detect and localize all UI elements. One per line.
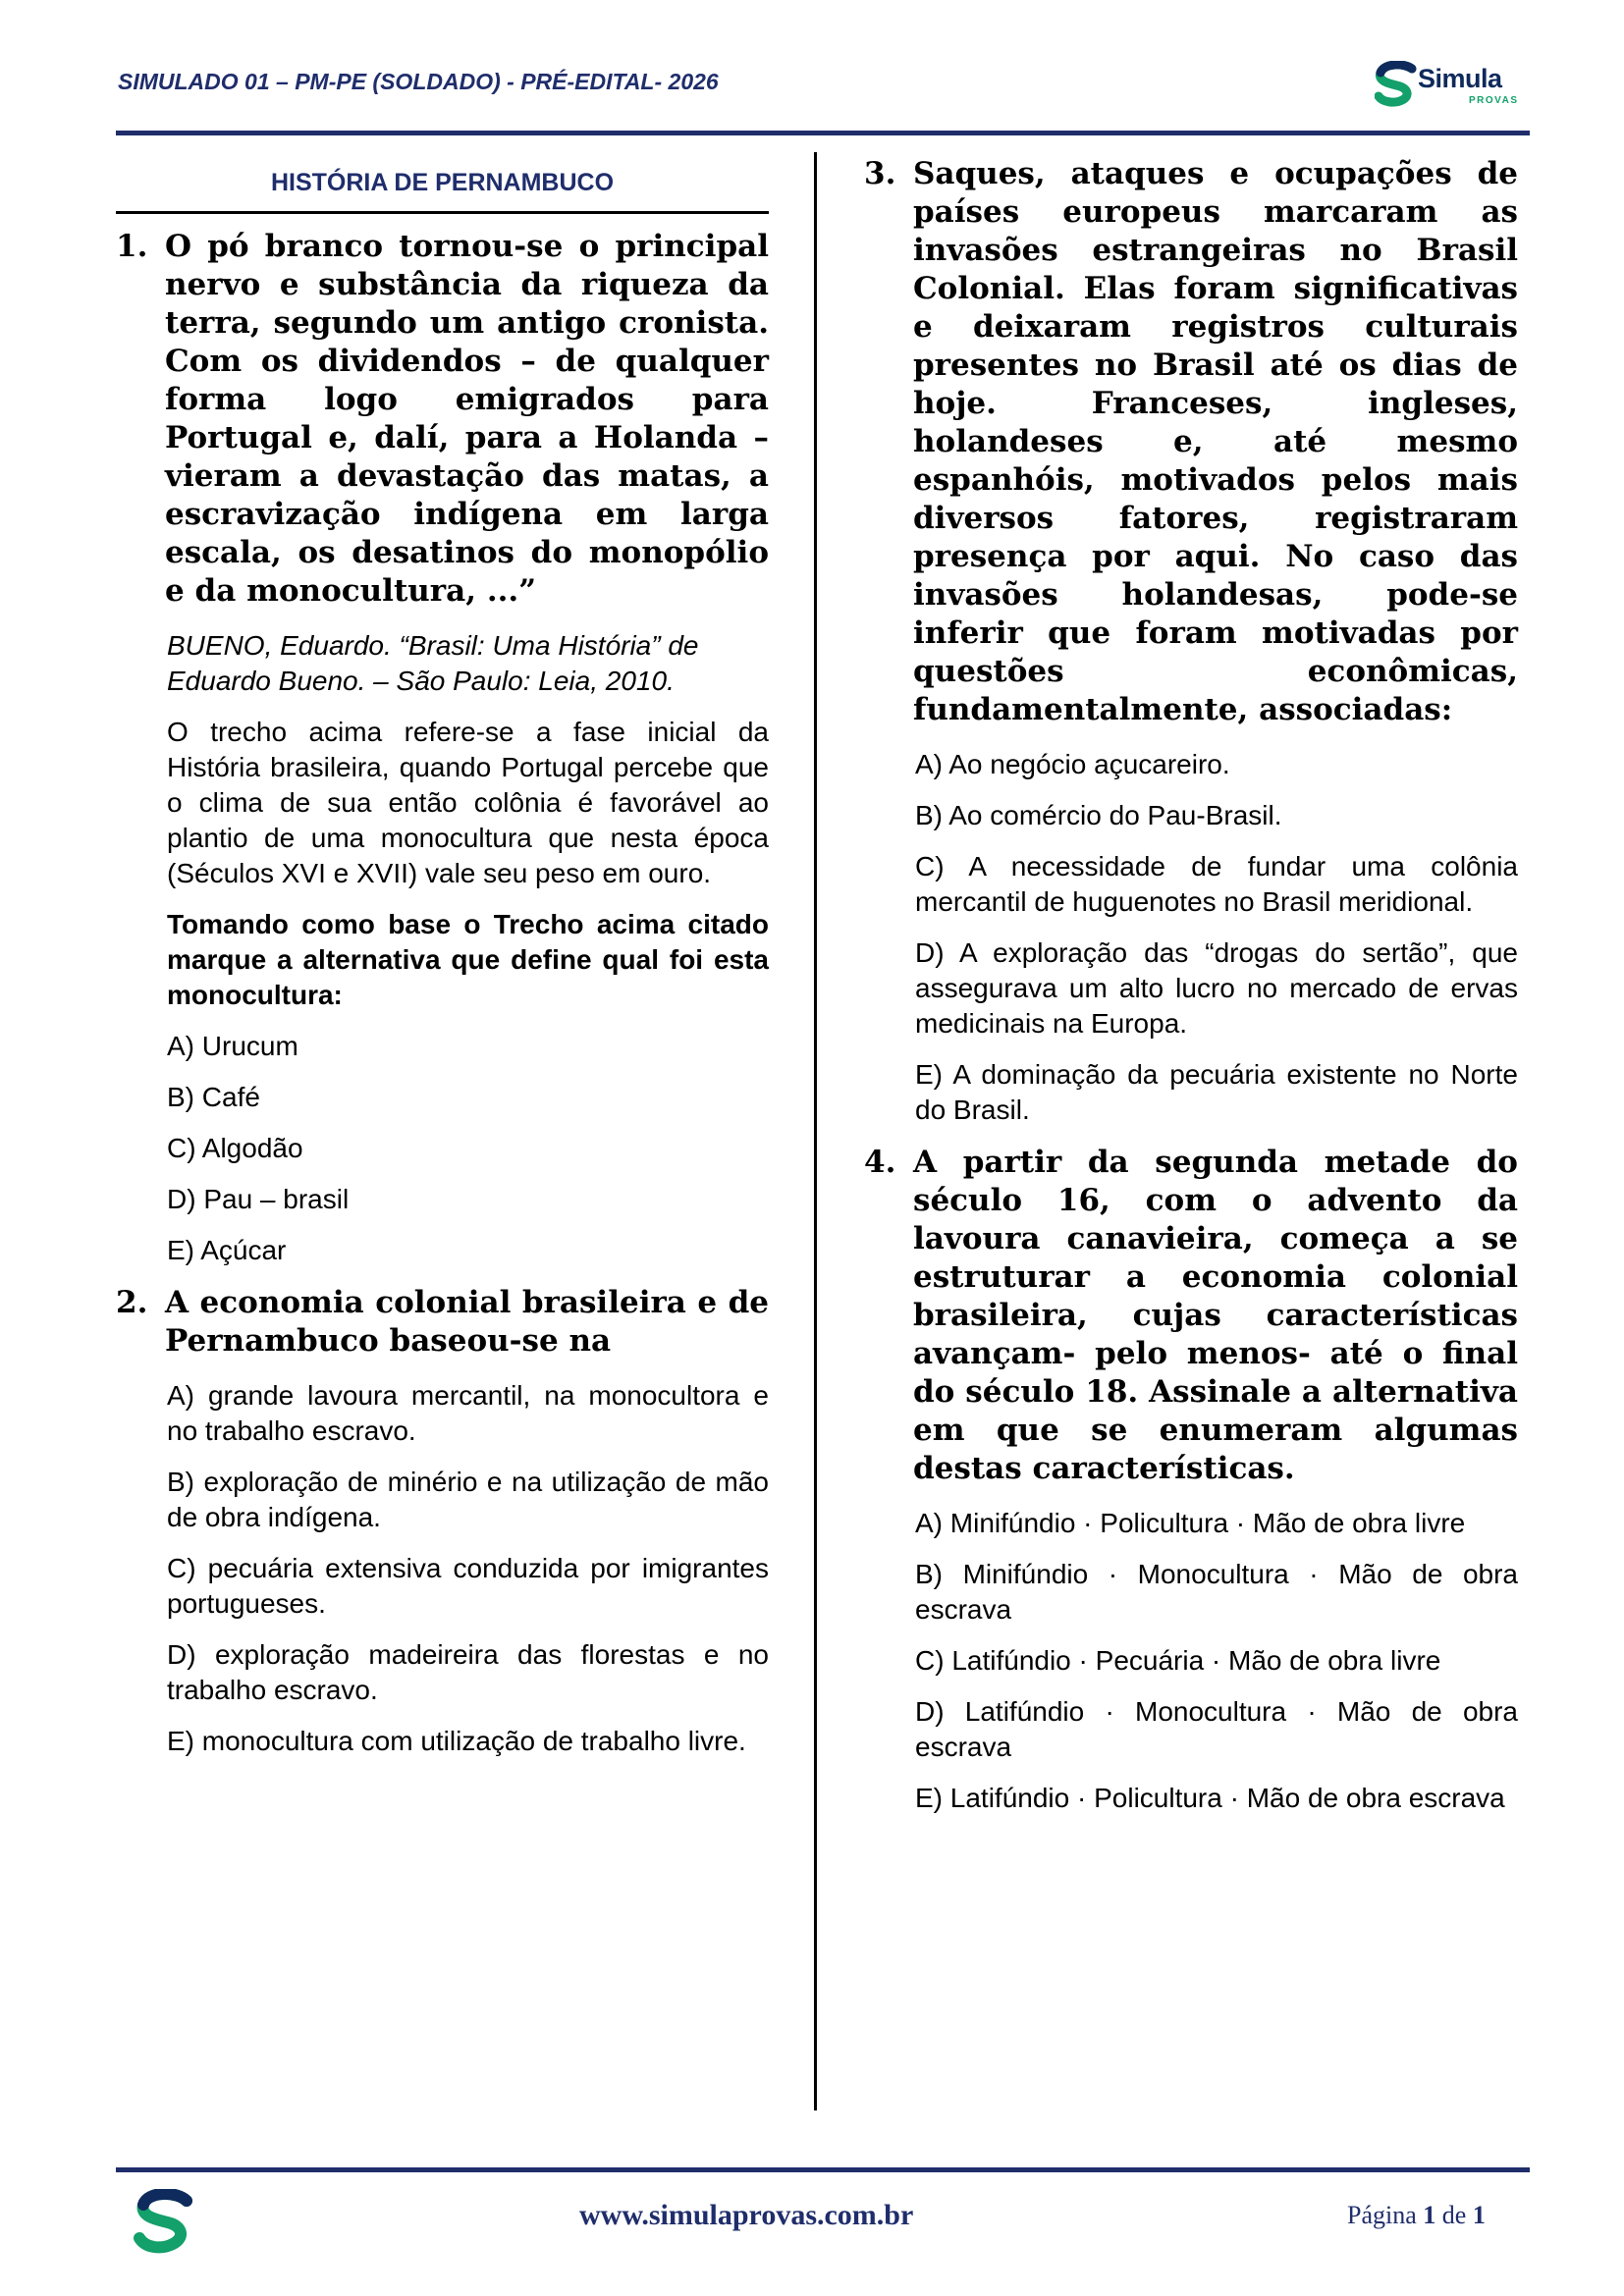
citation: BUENO, Eduardo. “Brasil: Uma História” de Eduardo Bueno. – São Paulo: Leia, 2010. (167, 630, 699, 696)
question-text: A partir da segunda metade do século 16, com o advento da lavoura canavieira, começa a se estruturar a economia colonial brasileira, cujas características avançam- pelo menos- até o final do século 18. Assinale a alternativa em que se enumeram algumas destas características. (913, 1145, 1518, 1486)
option-d[interactable]: D) Latifúndio · Monocultura · Mão de obra escrava (915, 1696, 1518, 1762)
column-divider (814, 152, 817, 2110)
option-e[interactable]: E) Latifúndio · Policultura · Mão de obra escrava (915, 1783, 1505, 1813)
page-total: 1 (1472, 2201, 1486, 2229)
question-text: Saques, ataques e ocupações de países europeus marcaram as invasões estrangeiras no Brasil Colonial. Elas foram significativas e deixaram registros culturais presentes no Brasil até os dias de hoje. Franceses, ingleses, holandeses e, até mesmo espanhóis, motivados pelos mais diversos fatores, registraram presença por aqui. No caso das invasões holandesas, pode-se inferir que foram motivadas por questões econômicas, fundamentalmente, associadas: (913, 156, 1518, 727)
right-column (864, 155, 1518, 1832)
option-e[interactable]: E) A dominação da pecuária existente no Norte do Brasil. (915, 1059, 1518, 1125)
option-d[interactable]: D) A exploração das “drogas do sertão”, que assegurava um alto lucro no mercado de ervas medicinais na Europa. (915, 937, 1518, 1039)
section-title: HISTÓRIA DE PERNAMBUCO (116, 169, 769, 214)
option-c[interactable]: C) Latifúndio · Pecuária · Mão de obra livre (915, 1645, 1441, 1676)
option-c[interactable]: C) pecuária extensiva conduzida por imigrantes portugueses. (167, 1553, 769, 1619)
website-link[interactable]: www.simulaprovas.com.br (579, 2199, 914, 2231)
option-d[interactable]: D) Pau – brasil (167, 1184, 350, 1214)
page-indicator (1347, 2201, 1486, 2230)
simula-s-icon (134, 2189, 196, 2258)
question-text: A economia colonial brasileira e de Pernambuco baseou-se na (165, 1285, 769, 1359)
footer-divider (116, 2167, 1530, 2172)
simula-s-icon (1375, 61, 1418, 110)
footer-logo (134, 2189, 196, 2258)
page-label: Página (1347, 2201, 1417, 2229)
question-prompt: Tomando como base o Trecho acima citado marque a alternativa que define qual foi esta monocultura: (167, 909, 769, 1010)
document-header-title: SIMULADO 01 – PM-PE (SOLDADO) - PRÉ-EDITAL- 2026 (118, 69, 719, 94)
option-b[interactable]: B) Ao comércio do Pau-Brasil. (915, 800, 1282, 830)
option-b[interactable]: B) Minifúndio · Monocultura · Mão de obra escrava (915, 1559, 1518, 1625)
header-divider (116, 131, 1530, 135)
option-a[interactable]: A) Minifúndio · Policultura · Mão de obra livre (915, 1508, 1466, 1538)
simula-provas-logo (1375, 61, 1532, 110)
option-a[interactable]: A) Urucum (167, 1031, 298, 1061)
page-separator: de (1441, 2201, 1467, 2229)
option-a[interactable]: A) Ao negócio açucareiro. (915, 749, 1230, 779)
option-c[interactable]: C) Algodão (167, 1133, 303, 1163)
question-3 (864, 155, 1518, 1128)
question-number: 3. (864, 156, 896, 191)
logo-subtitle: PROVAS (1469, 95, 1519, 106)
option-a[interactable]: A) grande lavoura mercantil, na monocultora e no trabalho escravo. (167, 1380, 769, 1446)
question-text: O pó branco tornou-se o principal nervo e substância da riqueza da terra, segundo um antigo cronista. Com os dividendos – de qualquer forma logo emigrados para Portugal e, dalí, para a Holanda – vieram a devastação das matas, a escravização indígena em larga escala, os desatinos do monopólio e da monocultura, ...” (165, 229, 769, 609)
question-4 (864, 1144, 1518, 1816)
option-e[interactable]: E) Açúcar (167, 1235, 287, 1265)
context-paragraph: O trecho acima refere-se a fase inicial da História brasileira, quando Portugal percebe que o clima de sua então colônia é favorável ao plantio de uma monocultura que nesta época (Séculos XVI e XVII) vale seu peso em ouro. (167, 717, 769, 888)
page-current: 1 (1423, 2201, 1436, 2229)
question-1 (116, 228, 769, 1268)
question-number: 2. (116, 1285, 148, 1320)
option-c[interactable]: C) A necessidade de fundar uma colônia mercantil de huguenotes no Brasil meridional. (915, 851, 1518, 917)
option-d[interactable]: D) exploração madeireira das florestas e no trabalho escravo. (167, 1639, 769, 1705)
option-b[interactable]: B) Café (167, 1082, 260, 1112)
left-column (116, 169, 769, 1775)
question-number: 4. (864, 1145, 896, 1180)
logo-wordmark: Simula (1418, 64, 1502, 93)
question-number: 1. (116, 229, 148, 264)
question-2 (116, 1284, 769, 1759)
option-e[interactable]: E) monocultura com utilização de trabalho livre. (167, 1726, 746, 1756)
option-b[interactable]: B) exploração de minério e na utilização de mão de obra indígena. (167, 1467, 769, 1532)
